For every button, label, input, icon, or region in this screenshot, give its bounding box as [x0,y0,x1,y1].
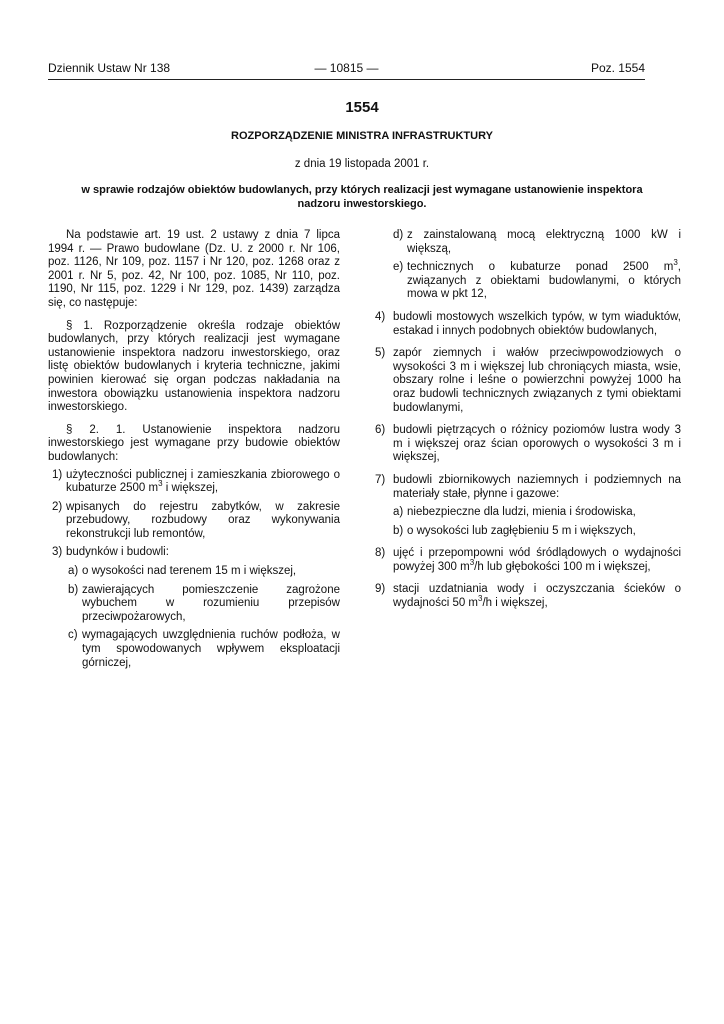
list-subitem: d) z zainstalowaną mocą elektryczną 1000 kW i większą, [393,229,681,255]
list-subitem: a) niebezpieczne dla ludzi, mienia i środowiska, [393,506,636,519]
act-subject: w sprawie rodzajów obiektów budowlanych, przy których realizacji jest wymagane ustanowienie inspektora nadzoru inwestorskiego. [81,184,643,210]
act-title: ROZPORZĄDZENIE MINISTRA INFRASTRUKTURY [231,130,493,142]
act-date: z dnia 19 listopada 2001 r. [294,158,430,170]
list-item: 6) budowli piętrzących o różnicy poziomów lustra wody 3 m i większej oraz ścian oporowych o wysokości 3 m i większej, [375,424,681,464]
list-item: 8) ujęć i przepompowni wód śródlądowych o wydajności powyżej 300 $m^3/h$ lub głębokości 100 m i większej, [375,547,681,573]
running-header [48,61,645,79]
list-subitem: e) technicznych o kubaturze ponad 2500 $m^3$, związanych z obiektami budowlanymi, o których mowa w pkt 12, [393,258,681,301]
journal-name: Dziennik Ustaw Nr 138 [48,61,171,75]
list-item: 4) budowli mostowych wszelkich typów, w tym wiaduktów, estakad i innych podobnych obiektów budowlanych, [375,310,681,337]
paragraph-1: § 1. Rozporządzenie określa rodzaje obiektów budowlanych, przy których realizacji jest wymagane ustanowienie inspektora nadzoru inwestorskiego, oraz listę obiektów budowlanych i kryteria techniczne, jakimi powinien kierować się organ podczas nakładania na inwestora obowiązku ustanowienia inspektora nadzoru inwestorskiego. [48,319,340,414]
list-item: 5) zapór ziemnych i wałów przeciwpowodziowych o wysokości 3 m i większej lub chroniących miasta, wsie, obszary rolne i leśne o powierzchni powyżej 1000 ha oraz budowli technicznych związanych z tymi obiektami budowlanymi, [375,347,681,414]
list-subitem: c) wymagających uwzględnienia ruchów podłoża, w tym spowodowanych wpływem eksploatacji górniczej, [68,629,340,669]
page-number: — 10815 — [314,61,379,75]
position-number: Poz. 1554 [590,61,645,75]
left-column [48,229,340,675]
paragraph-2: § 2. 1. Ustanowienie inspektora nadzoru inwestorskiego jest wymagane przy budowie obiektów budowlanych: [48,423,340,463]
list-subitem: b) zawierających pomieszczenie zagrożone wybuchem w rozumieniu przepisów przeciwpożarowych, [68,583,340,623]
act-number: 1554 [345,99,379,116]
list-item: 1) użyteczności publicznej i zamieszkania zbiorowego o kubaturze 2500 $m^3$ i większej, [52,468,340,495]
list-item: 7) budowli zbiornikowych naziemnych i podziemnych na materiały stałe, płynne i gazowe: [375,473,681,500]
list-subitem: b) o wysokości lub zagłębieniu 5 m i większych, [393,524,636,537]
header-rule [48,79,645,80]
list-item: 9) stacji uzdatniania wody i oczyszczania ścieków o wydajności 50 $m^3/h$ i większej, [375,583,681,610]
right-column [375,229,681,620]
list-item: 2) wpisanych do rejestru zabytków, w zakresie przebudowy, rozbudowy oraz wykonywania rekonstrukcji lub remontów, [52,500,340,540]
intro-paragraph: Na podstawie art. 19 ust. 2 ustawy z dnia 7 lipca 1994 r. — Prawo budowlane (Dz. U. z 2000 r. Nr 106, poz. 1126, Nr 109, poz. 1157 i Nr 120, poz. 1268 oraz z 2001 r. Nr 5, poz. 42, Nr 100, poz. 1085, Nr 110, poz. 1190, Nr 115, poz. 1229 i Nr 129, poz. 1439) zarządza się, co następuje: [48,229,340,309]
list-item: 3) budynków i budowli: [52,546,169,559]
list-subitem: a) o wysokości nad terenem 15 m i większej, [68,565,297,578]
